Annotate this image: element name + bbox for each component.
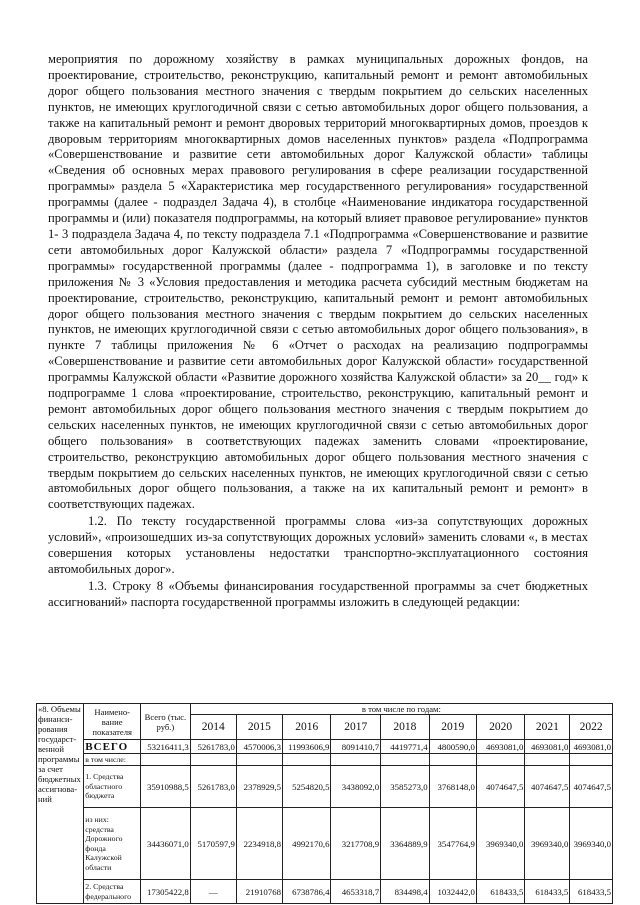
value-cell: 4992170,6 <box>282 808 330 880</box>
row-name: 1. Средства областного бюджета <box>84 766 141 808</box>
year-cell: 2017 <box>331 715 381 740</box>
value-cell: 3438092,0 <box>331 766 381 808</box>
year-cell: 2015 <box>236 715 282 740</box>
table-row-road-fund <box>37 808 613 880</box>
value-cell: 4653318,7 <box>331 880 381 904</box>
financing-table <box>36 703 613 904</box>
table-row-including <box>37 754 613 766</box>
year-cell: 2021 <box>525 715 570 740</box>
value-cell: 21910768 <box>236 880 282 904</box>
table-row-total <box>37 740 613 754</box>
col-total-header: Всего (тыс. руб.) <box>141 704 191 740</box>
row-total: 35910988,5 <box>141 766 191 808</box>
year-cell: 2018 <box>381 715 429 740</box>
col-name-header: Наимено-вание показателя <box>84 704 141 740</box>
value-cell: 618433,5 <box>525 880 570 904</box>
row-label-cell: «8. Объемы финанси-рования государст-венной программы за счет бюджетных ассигнова-ний <box>37 704 84 904</box>
value-cell: 3969340,0 <box>525 808 570 880</box>
value-cell: 3969340,0 <box>570 808 613 880</box>
row-name: 2. Средства федерального <box>84 880 141 904</box>
paragraph-1-2: 1.2. По тексту государственной программы слова «из-за сопутствующих дорожных условий», «произошедших из-за сопутствующих дорожных условий» заменить словами «, в местах совершения которых установлены недостатки транспортно-эксплуатационного состояния автомобильных дорог». <box>48 514 588 576</box>
value-cell: 4570006,3 <box>236 740 282 754</box>
value-cell: 3364889,9 <box>381 808 429 880</box>
value-cell: 4693081,0 <box>476 740 524 754</box>
value-cell: 618433,5 <box>570 880 613 904</box>
row-name: ВСЕГО <box>84 740 141 754</box>
value-cell: 5254820,5 <box>282 766 330 808</box>
document-body <box>48 52 588 611</box>
value-cell: 4693081,0 <box>525 740 570 754</box>
value-cell: 4074647,5 <box>570 766 613 808</box>
row-total: 17305422,8 <box>141 880 191 904</box>
value-cell: 5170597,9 <box>190 808 236 880</box>
year-cell: 2014 <box>190 715 236 740</box>
years-header: в том числе по годам: <box>190 704 612 715</box>
value-cell: 5261783,0 <box>190 740 236 754</box>
value-cell: 2234918,8 <box>236 808 282 880</box>
row-name: в том числе: <box>84 754 141 766</box>
year-cell: 2020 <box>476 715 524 740</box>
value-cell: 3547764,9 <box>429 808 476 880</box>
paragraph-1-3: 1.3. Строку 8 «Объемы финансирования государственной программы за счет бюджетных ассигнований» паспорта государственной программы изложить в следующей редакции: <box>48 578 588 609</box>
value-cell: 3969340,0 <box>476 808 524 880</box>
table-header-row <box>37 704 613 715</box>
value-cell: 1032442,0 <box>429 880 476 904</box>
table-row-regional <box>37 766 613 808</box>
value-cell: — <box>190 880 236 904</box>
year-cell: 2019 <box>429 715 476 740</box>
row-total: 34436071,0 <box>141 808 191 880</box>
paragraph-1-1: мероприятия по дорожному хозяйству в рамках муниципальных дорожных фондов, на проектирование, строительство, реконструкцию, капитальный ремонт и ремонт автомобильных дорог общего пользования местного значения с твердым покрытием до сельских населенных пунктов, не имеющих круглогодичной связи с сетью автомобильных дорог общего пользования, а также на капитальный ремонт и ремонт дворовых территорий многоквартирных домов, проездов к дворовым территориям многоквартирных домов населенных пунктов» раздела «Подпрограмма «Совершенствование и развитие сети автомобильных дорог Калужской области» таблицы «Сведения об основных мерах правового регулирования в сфере реализации государственной программы» раздела 5 «Характеристика мер государственного регулирования» государственной программы (далее - подраздел Задача 4), в столбце «Наименование индикатора государственной программы и (или) показателя подпрограммы, на который влияет правовое регулирование» пунктов 1- 3 подраздела Задача 4, по тексту подраздела 7.1 «Подпрограмма «Совершенствование и развитие сети автомобильных дорог Калужской области» раздела 7 «Подпрограммы государственной программы» государственной программы (далее - подпрограмма 1), в заголовке и по тексту приложения № 3 «Условия предоставления и методика расчета субсидий местным бюджетам на проектирование, строительство, реконструкцию, капитальный ремонт и ремонт автомобильных дорог общего пользования местного значения с твердым покрытием до сельских населенных пунктов, не имеющих круглогодичной связи с сетью автомобильных дорог общего пользования», в пункте 7 таблицы приложения № 6 «Отчет о расходах на реализацию подпрограммы «Совершенствование и развитие сети автомобильных дорог Калужской области» государственной программы Калужской области «Развитие дорожного хозяйства Калужской области» за 20__ год» к подпрограмме 1 слова «проектирование, строительство, реконструкцию, капитальный ремонт и ремонт автомобильных дорог общего пользования местного значения с твердым покрытием до сельских населенных пунктов, не имеющих круглогодичной связи с сетью автомобильных дорог общего пользования» в соответствующих падежах заменить словами «проектирование, строительство, реконструкцию автомобильных дорог общего пользования местного значения с твердым покрытием до сельских населенных пунктов, не имеющих круглогодичной связи с сетью автомобильных дорог общего пользования, а также на их капитальный ремонт и ремонт» в соответствующих падежах. <box>48 52 588 512</box>
value-cell: 3768148,0 <box>429 766 476 808</box>
value-cell: 4800590,0 <box>429 740 476 754</box>
value-cell: 4074647,5 <box>525 766 570 808</box>
value-cell: 834498,4 <box>381 880 429 904</box>
value-cell: 11993606,9 <box>282 740 330 754</box>
value-cell: 3585273,0 <box>381 766 429 808</box>
value-cell: 618433,5 <box>476 880 524 904</box>
value-cell: 8091410,7 <box>331 740 381 754</box>
year-cell: 2022 <box>570 715 613 740</box>
row-total: 53216411,3 <box>141 740 191 754</box>
table-row-federal <box>37 880 613 904</box>
row-name: из них: средства Дорожного фонда Калужской области <box>84 808 141 880</box>
value-cell: 4419771,4 <box>381 740 429 754</box>
value-cell: 6738786,4 <box>282 880 330 904</box>
value-cell: 2378929,5 <box>236 766 282 808</box>
year-cell: 2016 <box>282 715 330 740</box>
value-cell: 4693081,0 <box>570 740 613 754</box>
value-cell: 5261783,0 <box>190 766 236 808</box>
value-cell: 3217708,9 <box>331 808 381 880</box>
value-cell: 4074647,5 <box>476 766 524 808</box>
